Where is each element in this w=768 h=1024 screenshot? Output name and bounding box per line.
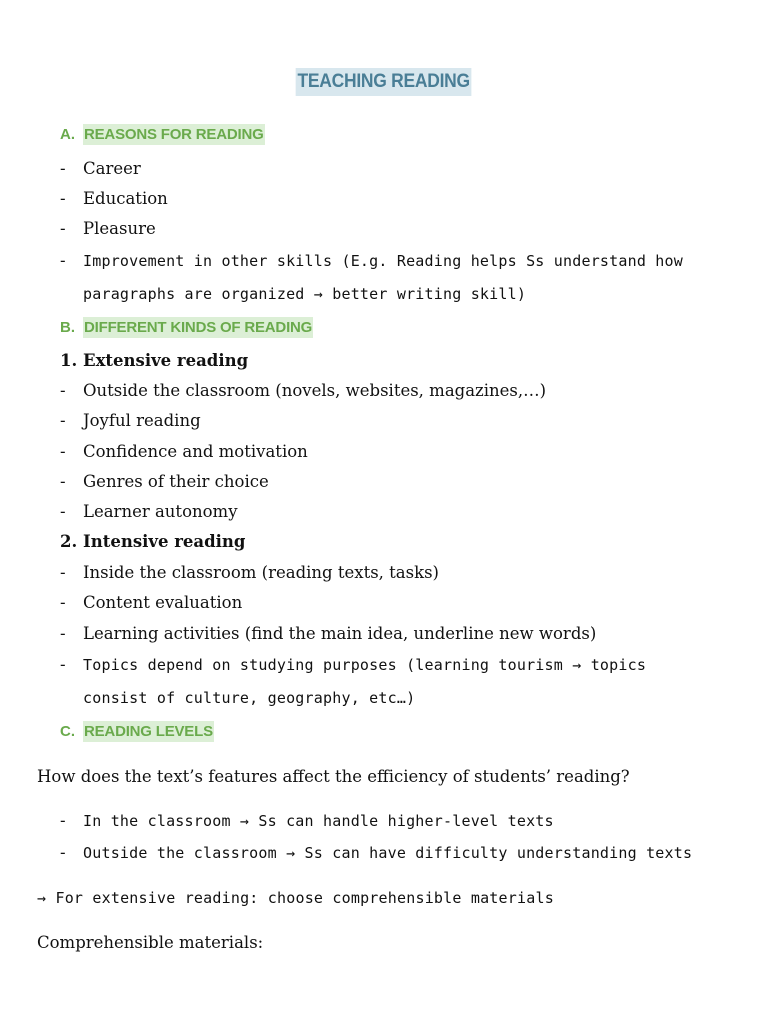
bullet-dash: - — [60, 159, 66, 178]
subheading-number: 1. — [60, 351, 78, 370]
list-item — [60, 502, 238, 522]
section-b-heading — [60, 317, 313, 338]
list-item-text: Joyful reading — [83, 411, 201, 430]
bullet-dash: - — [60, 442, 66, 461]
list-item-text: Learning activities (find the main idea, underline new words) — [83, 624, 597, 643]
bullet-dash: - — [60, 189, 66, 208]
bullet-dash: - — [60, 472, 66, 491]
list-item-text: In the classroom → Ss can handle higher-level texts — [83, 812, 554, 830]
list-item — [60, 159, 141, 179]
bullet-dash: - — [60, 655, 66, 674]
list-item-continuation: paragraphs are organized → better writing skill) — [83, 285, 527, 303]
list-item-text: Genres of their choice — [83, 472, 269, 491]
list-item — [60, 219, 156, 239]
list-item-text: Career — [83, 159, 141, 178]
bullet-dash: - — [60, 811, 66, 830]
bullet-dash: - — [60, 843, 66, 862]
list-item-text: Improvement in other skills (E.g. Reading helps Ss understand how — [83, 252, 683, 270]
list-item — [60, 189, 168, 209]
list-item — [60, 843, 692, 863]
section-b-title: DIFFERENT KINDS OF READING — [84, 319, 313, 336]
section-a-heading — [60, 124, 265, 145]
list-item — [60, 411, 201, 431]
section-a-title: REASONS FOR READING — [84, 126, 264, 143]
list-item-text: Inside the classroom (reading texts, tasks) — [83, 563, 439, 582]
list-item-text: Topics depend on studying purposes (learning tourism → topics — [83, 656, 647, 674]
list-item — [60, 624, 596, 644]
list-item-text: Pleasure — [83, 219, 156, 238]
bullet-dash: - — [60, 219, 66, 238]
bullet-dash: - — [60, 411, 66, 430]
bullet-dash: - — [60, 593, 66, 612]
list-item-text: Outside the classroom (novels, websites, magazines,…) — [83, 381, 547, 400]
bullet-dash: - — [60, 251, 66, 270]
bullet-dash: - — [60, 563, 66, 582]
list-item — [60, 563, 439, 583]
subheading-text: Extensive reading — [83, 351, 249, 370]
title-container — [0, 68, 768, 96]
list-item — [60, 442, 308, 462]
list-item-text: Education — [83, 189, 168, 208]
section-c-letter: C. — [60, 723, 75, 740]
list-item-text: Confidence and motivation — [83, 442, 308, 461]
list-item-text: Content evaluation — [83, 593, 243, 612]
bullet-dash: - — [60, 381, 66, 400]
list-item-text: Outside the classroom → Ss can have difficulty understanding texts — [83, 844, 693, 862]
list-item-continuation: consist of culture, geography, etc…) — [83, 689, 416, 707]
question-paragraph: How does the text’s features affect the efficiency of students’ reading? — [37, 767, 630, 786]
list-item — [60, 811, 554, 831]
list-item — [60, 251, 683, 271]
conclusion-line: → For extensive reading: choose comprehensible materials — [37, 889, 554, 907]
subheading-number: 2. — [60, 532, 78, 551]
bullet-dash: - — [60, 502, 66, 521]
section-c-title: READING LEVELS — [84, 723, 213, 740]
subheading-text: Intensive reading — [83, 532, 246, 551]
list-item — [60, 593, 242, 613]
list-item — [60, 381, 546, 401]
list-item-text: Learner autonomy — [83, 502, 238, 521]
section-b-letter: B. — [60, 319, 75, 336]
subheading-intensive — [60, 532, 245, 552]
section-c-heading — [60, 721, 214, 742]
section-a-letter: A. — [60, 126, 75, 143]
comprehensible-materials-label: Comprehensible materials: — [37, 933, 264, 952]
list-item — [60, 655, 646, 675]
page-title: TEACHING READING — [296, 68, 472, 96]
bullet-dash: - — [60, 624, 66, 643]
subheading-extensive — [60, 351, 248, 371]
list-item — [60, 472, 269, 492]
